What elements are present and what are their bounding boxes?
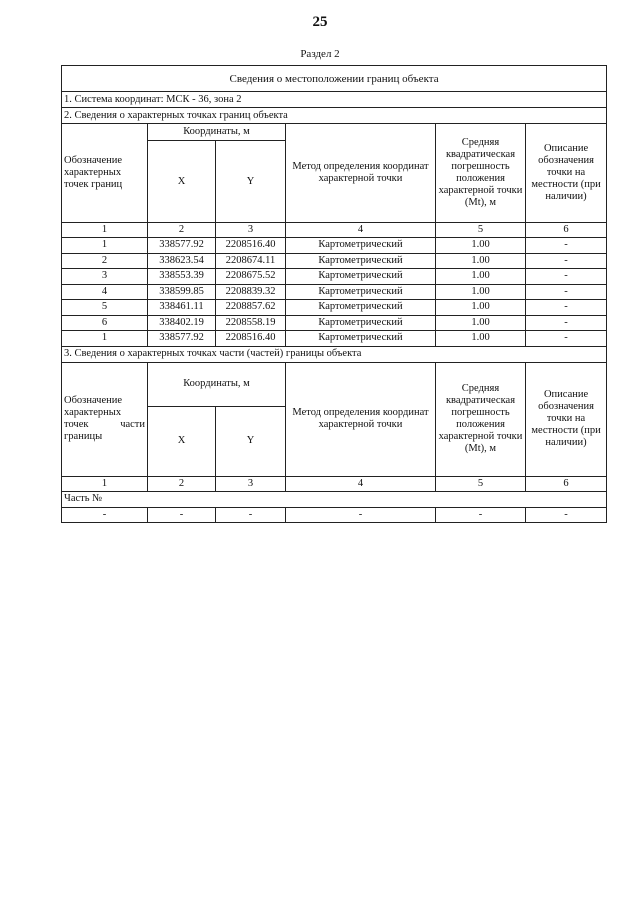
point-y: 2208516.40 xyxy=(216,331,286,347)
table-row xyxy=(62,269,607,285)
part-cell: - xyxy=(148,507,216,523)
column-number: 2 xyxy=(148,476,216,491)
part-cell: - xyxy=(436,507,526,523)
table-title: Сведения о местоположении границ объекта xyxy=(62,66,607,92)
header-y: Y xyxy=(216,141,286,223)
part-cell: - xyxy=(62,507,148,523)
point-description: - xyxy=(526,253,607,269)
point-y: 2208516.40 xyxy=(216,238,286,254)
point-method: Картометрический xyxy=(286,253,436,269)
header-coords: Координаты, м xyxy=(148,124,286,141)
point-method: Картометрический xyxy=(286,269,436,285)
column-number: 2 xyxy=(148,223,216,238)
header-part-designation-line2: точек части xyxy=(64,419,145,430)
header-part-method: Метод определения координат характерной точки xyxy=(286,362,436,476)
point-mt: 1.00 xyxy=(436,300,526,316)
point-mt: 1.00 xyxy=(436,253,526,269)
column-number: 1 xyxy=(62,476,148,491)
point-x: 338461.11 xyxy=(148,300,216,316)
part-label: Часть № xyxy=(62,491,607,507)
parts-heading: 3. Сведения о характерных точках части (частей) границы объекта xyxy=(62,346,607,362)
point-mt: 1.00 xyxy=(436,331,526,347)
column-number: 1 xyxy=(62,223,148,238)
point-number: 6 xyxy=(62,315,148,331)
point-number: 4 xyxy=(62,284,148,300)
point-x: 338577.92 xyxy=(148,238,216,254)
column-number: 6 xyxy=(526,476,607,491)
point-description: - xyxy=(526,238,607,254)
table-row xyxy=(62,238,607,254)
header-part-coords: Координаты, м xyxy=(148,362,286,406)
header-x: X xyxy=(148,141,216,223)
table-row xyxy=(62,284,607,300)
column-number: 5 xyxy=(436,476,526,491)
point-mt: 1.00 xyxy=(436,284,526,300)
column-number: 5 xyxy=(436,223,526,238)
header-method: Метод определения координат характерной точки xyxy=(286,124,436,223)
column-number: 3 xyxy=(216,223,286,238)
point-description: - xyxy=(526,315,607,331)
point-number: 5 xyxy=(62,300,148,316)
point-method: Картометрический xyxy=(286,331,436,347)
header-part-accuracy: Средняя квадратическая погрешность положения характерной точки (Mt), м xyxy=(436,362,526,476)
header-part-description: Описание обозначения точки на местности (при наличии) xyxy=(526,362,607,476)
table-row xyxy=(62,507,607,523)
point-y: 2208675.52 xyxy=(216,269,286,285)
header-part-designation-line1: Обозначение характерных xyxy=(64,395,123,418)
point-number: 2 xyxy=(62,253,148,269)
part-cell: - xyxy=(286,507,436,523)
point-x: 338402.19 xyxy=(148,315,216,331)
column-number-row xyxy=(62,223,607,238)
point-number: 1 xyxy=(62,238,148,254)
point-y: 2208857.62 xyxy=(216,300,286,316)
header-accuracy: Средняя квадратическая погрешность положения характерной точки (Mt), м xyxy=(436,124,526,223)
header-part-x: X xyxy=(148,406,216,476)
point-description: - xyxy=(526,300,607,316)
header-part-designation-line3: границы xyxy=(64,431,103,442)
point-x: 338599.85 xyxy=(148,284,216,300)
point-mt: 1.00 xyxy=(436,315,526,331)
point-x: 338553.39 xyxy=(148,269,216,285)
point-x: 338623.54 xyxy=(148,253,216,269)
point-method: Картометрический xyxy=(286,315,436,331)
section-label: Раздел 2 xyxy=(300,48,340,60)
table-row xyxy=(62,331,607,347)
table-row xyxy=(62,253,607,269)
part-cell: - xyxy=(526,507,607,523)
point-description: - xyxy=(526,269,607,285)
point-mt: 1.00 xyxy=(436,269,526,285)
header-designation: Обозначение характерных точек границ xyxy=(62,124,148,223)
point-number: 3 xyxy=(62,269,148,285)
point-y: 2208674.11 xyxy=(216,253,286,269)
header-part-y: Y xyxy=(216,406,286,476)
header-description: Описание обозначения точки на местности (при наличии) xyxy=(526,124,607,223)
part-cell: - xyxy=(216,507,286,523)
point-x: 338577.92 xyxy=(148,331,216,347)
boundary-table xyxy=(61,65,607,523)
point-method: Картометрический xyxy=(286,300,436,316)
coord-system: 1. Система координат: МСК - 36, зона 2 xyxy=(62,92,607,108)
point-y: 2208558.19 xyxy=(216,315,286,331)
point-number: 1 xyxy=(62,331,148,347)
column-number: 4 xyxy=(286,476,436,491)
column-number: 6 xyxy=(526,223,607,238)
point-description: - xyxy=(526,284,607,300)
point-description: - xyxy=(526,331,607,347)
table-row xyxy=(62,300,607,316)
column-number: 3 xyxy=(216,476,286,491)
point-mt: 1.00 xyxy=(436,238,526,254)
point-y: 2208839.32 xyxy=(216,284,286,300)
table-row xyxy=(62,315,607,331)
points-heading: 2. Сведения о характерных точках границ объекта xyxy=(62,108,607,124)
column-number: 4 xyxy=(286,223,436,238)
page-number: 25 xyxy=(312,14,328,30)
header-part-designation xyxy=(62,362,148,476)
column-number-row xyxy=(62,476,607,491)
point-method: Картометрический xyxy=(286,284,436,300)
point-method: Картометрический xyxy=(286,238,436,254)
